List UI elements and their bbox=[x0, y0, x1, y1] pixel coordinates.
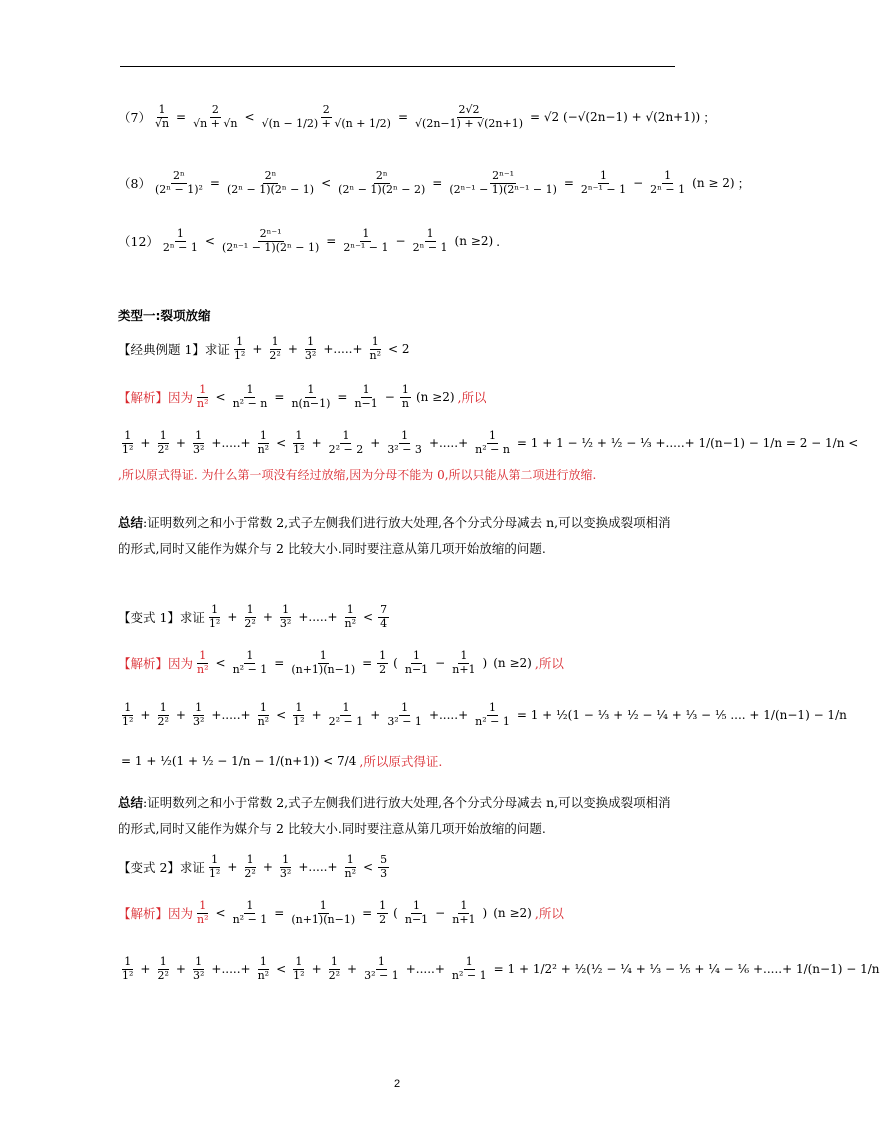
fraction: $\frac{1}{\text{n²}}$ bbox=[197, 649, 209, 676]
header-rule bbox=[120, 66, 675, 67]
fraction: $\frac{1}{\text{n² − 1}}$ bbox=[451, 955, 487, 982]
paren-close: ) bbox=[482, 906, 488, 921]
example-1-chain: $\frac{1}{\text{1²}}$ + $\frac{1}{\text{2²}}$ + $\frac{1}{\text{3²}}$ +.....+ $\frac{1}{\text{n²}}$ < $\frac{1}{\text{1²}}$ + $\frac{1}{\text{2² − 2}}$ + $\frac{1}{\text{3² − 3}}$ +.....+ $\frac{1}{\text{n² − n}}$ = 1 + 1 − ½ + ½ − ⅓ +.....+ 1/(n−1) − 1/n = 2 − 1/n < bbox=[122, 429, 859, 456]
lt-sign: < bbox=[276, 708, 287, 723]
fraction: $\frac{1}{\text{n²}}$ bbox=[369, 335, 382, 362]
plus-sign: + bbox=[140, 962, 151, 977]
plus-sign: + bbox=[311, 436, 322, 451]
fraction: $\frac{1}{\text{n²}}$ bbox=[257, 701, 270, 728]
plus-sign: + bbox=[175, 962, 186, 977]
variant-2-title: 【变式 2】求证 $\frac{1}{\text{1²}}$ + $\frac{1}{\text{2²}}$ + $\frac{1}{\text{3²}}$ +.....+ $\frac{1}{\text{n²}}$ < $\frac{5}{3}$ bbox=[118, 853, 388, 880]
minus-sign: − bbox=[435, 656, 446, 671]
fraction: $\frac{1}{\text{2² − 2}}$ bbox=[328, 429, 364, 456]
fraction: $\frac{\text{2ⁿ}}{\text{(2ⁿ − 1)(2ⁿ − 2)}}$ bbox=[338, 169, 426, 196]
fraction: $\frac{1}{\text{2²}}$ bbox=[328, 955, 341, 982]
lt-sign: < bbox=[276, 436, 287, 451]
variant-1-analysis: 【解析】因为 $\frac{1}{\text{n²}}$ < $\frac{1}{\text{n² − 1}}$ = $\frac{1}{(n+1)(n-1)}$ = $\frac{1}{2}$ ( $\frac{1}{n-1}$ − $\frac{1}{n+1}$ ) (n ≥2) ,所以 bbox=[118, 649, 564, 676]
example-1-conclusion: ,所以原式得证. 为什么第一项没有经过放缩,因为分母不能为 0,所以只能从第二项进行放缩. bbox=[118, 468, 597, 482]
example-1-title: 【经典例题 1】求证 $\frac{1}{\text{1²}}$ + $\frac{1}{\text{2²}}$ + $\frac{1}{\text{3²}}$ +.....+ $\frac{1}{\text{n²}}$ < 2 bbox=[118, 335, 410, 362]
formula-label: （8） bbox=[118, 176, 151, 192]
fraction: $\frac{1}{\text{2²}}$ bbox=[157, 955, 169, 982]
fraction: $\frac{1}{\text{n² − 1}}$ bbox=[232, 649, 268, 676]
fraction: $\frac{1}{\text{2²}}$ bbox=[244, 853, 256, 880]
fraction: $\frac{1}{\text{1²}}$ bbox=[293, 701, 305, 728]
fraction: $\frac{5}{3}$ bbox=[380, 853, 388, 880]
paren-open: ( bbox=[393, 906, 398, 921]
plus-sign: + bbox=[370, 436, 381, 451]
fraction: $\frac{1}{\text{2ⁿ − 1}}$ bbox=[162, 227, 198, 254]
fraction: $\frac{1}{\text{2²}}$ bbox=[157, 701, 169, 728]
fraction: $\frac{1}{\text{n²}}$ bbox=[257, 429, 270, 456]
plus-sign: + bbox=[347, 962, 358, 977]
fraction: $\frac{1}{\text{1²}}$ bbox=[122, 955, 134, 982]
fraction: $\frac{1}{\text{2ⁿ⁻¹ − 1}}$ bbox=[580, 169, 627, 196]
fraction: $\frac{1}{\text{3² − 1}}$ bbox=[364, 955, 399, 982]
fraction: $\frac{\text{2ⁿ}}{\text{(2ⁿ − 1)(2ⁿ − 1)}}$ bbox=[226, 169, 315, 196]
fraction: $\frac{7}{4}$ bbox=[380, 603, 388, 630]
fraction: $\frac{\text{2ⁿ}}{\text{(2ⁿ − 1)²}}$ bbox=[154, 169, 203, 196]
plus-sign: + bbox=[140, 436, 151, 451]
page-number: 2 bbox=[393, 1078, 401, 1090]
plus-sign: + bbox=[262, 610, 273, 625]
fraction: $\frac{2}{√n + √n}$ bbox=[193, 103, 238, 130]
fraction: $\frac{1}{\text{2²}}$ bbox=[244, 603, 256, 630]
fraction: $\frac{1}{n-1}$ bbox=[354, 383, 378, 410]
fraction: $\frac{1}{2}$ bbox=[379, 899, 387, 926]
plus-sign: + bbox=[370, 708, 381, 723]
fraction: $\frac{1}{\text{3²}}$ bbox=[304, 335, 317, 362]
eq-sign: = bbox=[362, 656, 373, 671]
summary-2: 总结:证明数列之和小于常数 2,式子左侧我们进行放大处理,各个分式分母减去 n,可以变换成裂项相消的形式,同时又能作为媒介与 2 比较大小.同时要注意从第几项开始放缩的问题. bbox=[118, 795, 671, 836]
paren-open: ( bbox=[393, 656, 398, 671]
fraction: $\frac{1}{n}$ bbox=[401, 383, 409, 410]
fraction: $\frac{1}{\text{n² − n}}$ bbox=[232, 383, 268, 410]
formula-8: （8） $\frac{\text{2ⁿ}}{\text{(2ⁿ − 1)²}}$ = $\frac{\text{2ⁿ}}{\text{(2ⁿ − 1)(2ⁿ − 1)}}$ < $\frac{\text{2ⁿ}}{\text{(2ⁿ − 1)(2ⁿ − 2)}}$ = $\frac{\text{2ⁿ⁻¹}}{\text{(2ⁿ⁻¹ − 1)(2ⁿ⁻¹ − 1)}}$ = $\frac{1}{\text{2ⁿ⁻¹ − 1}}$ − $\frac{1}{\text{2ⁿ − 1}}$ (n ≥ 2) ； bbox=[118, 169, 751, 196]
variant-1-title: 【变式 1】求证 $\frac{1}{\text{1²}}$ + $\frac{1}{\text{2²}}$ + $\frac{1}{\text{3²}}$ +.....+ $\frac{1}{\text{n²}}$ < $\frac{7}{4}$ bbox=[118, 603, 388, 630]
paren-close: ) bbox=[482, 656, 488, 671]
fraction: $\frac{2√2}{√(2n-1) + √(2n+1)}$ bbox=[415, 103, 524, 130]
fraction: $\frac{1}{n(n-1)}$ bbox=[291, 383, 331, 410]
plus-sign: + bbox=[140, 708, 151, 723]
lt-sign: < bbox=[215, 656, 226, 671]
fraction: $\frac{1}{\text{1²}}$ bbox=[122, 701, 134, 728]
plus-sign: + bbox=[311, 708, 322, 723]
fraction: $\frac{1}{n-1}$ bbox=[404, 649, 429, 676]
fraction: $\frac{1}{\text{1²}}$ bbox=[208, 603, 221, 630]
eq-sign: = bbox=[274, 906, 285, 921]
formula-label: （12） bbox=[118, 234, 159, 250]
example-1-analysis: 【解析】因为 $\frac{1}{\text{n²}}$ < $\frac{1}{\text{n² − n}}$ = $\frac{1}{n(n-1)}$ = $\frac{1}{n-1}$ − $\frac{1}{n}$ (n ≥2) ,所以 bbox=[118, 383, 487, 410]
fraction: $\frac{1}{n+1}$ bbox=[452, 649, 476, 676]
fraction: $\frac{1}{\text{n²}}$ bbox=[197, 383, 209, 410]
fraction: $\frac{1}{\text{1²}}$ bbox=[233, 335, 246, 362]
fraction: $\frac{1}{\text{n²}}$ bbox=[344, 853, 357, 880]
fraction: $\frac{1}{\text{n² − n}}$ bbox=[475, 429, 510, 456]
fraction: $\frac{1}{\text{3² − 3}}$ bbox=[387, 429, 422, 456]
fraction: $\frac{1}{\text{1²}}$ bbox=[293, 955, 305, 982]
lt-sign: < bbox=[276, 962, 287, 977]
fraction: $\frac{1}{\text{3²}}$ bbox=[279, 853, 292, 880]
fraction: $\frac{1}{(n+1)(n-1)}$ bbox=[291, 649, 356, 676]
fraction: $\frac{1}{\text{2² − 1}}$ bbox=[328, 701, 364, 728]
fraction: $\frac{1}{\text{2²}}$ bbox=[157, 429, 169, 456]
section-heading: 类型一:裂项放缩 bbox=[118, 308, 211, 323]
fraction: $\frac{1}{\text{3²}}$ bbox=[192, 955, 205, 982]
fraction: $\frac{1}{\text{3²}}$ bbox=[279, 603, 292, 630]
fraction: $\frac{1}{\text{3²}}$ bbox=[192, 429, 205, 456]
variant-2-chain: $\frac{1}{\text{1²}}$ + $\frac{1}{\text{2²}}$ + $\frac{1}{\text{3²}}$ +.....+ $\frac{1}{\text{n²}}$ < $\frac{1}{\text{1²}}$ + $\frac{1}{\text{2²}}$ + $\frac{1}{\text{3² − 1}}$ +.....+ $\frac{1}{\text{n² − 1}}$ = 1 + 1/2² + ½(½ − ¼ + ⅓ − ⅕ + ¼ − ⅙ +.....+ 1/(n−1) − 1/n bbox=[122, 955, 880, 982]
variant-2-analysis: 【解析】因为 $\frac{1}{\text{n²}}$ < $\frac{1}{\text{n² − 1}}$ = $\frac{1}{(n+1)(n-1)}$ = $\frac{1}{2}$ ( $\frac{1}{n-1}$ − $\frac{1}{n+1}$ ) (n ≥2) ,所以 bbox=[118, 899, 564, 926]
eq-sign: = bbox=[362, 906, 373, 921]
minus-sign: − bbox=[384, 390, 395, 405]
eq-sign: = bbox=[274, 390, 285, 405]
fraction: $\frac{1}{n+1}$ bbox=[452, 899, 476, 926]
fraction: $\frac{1}{2}$ bbox=[379, 649, 387, 676]
fraction: $\frac{1}{(n+1)(n-1)}$ bbox=[291, 899, 356, 926]
plus-sign: + bbox=[262, 860, 273, 875]
fraction: $\frac{1}{\text{1²}}$ bbox=[293, 429, 305, 456]
fraction: $\frac{1}{\text{2ⁿ − 1}}$ bbox=[650, 169, 686, 196]
plus-sign: + bbox=[227, 860, 238, 875]
variant-1-final: = 1 + ½(1 + ½ − 1/n − 1/(n+1)) < 7/4 ,所以原式得证. bbox=[121, 754, 443, 769]
minus-sign: − bbox=[435, 906, 446, 921]
fraction: $\frac{1}{\text{2ⁿ − 1}}$ bbox=[412, 227, 448, 254]
fraction: $\frac{1}{\text{2ⁿ⁻¹ − 1}}$ bbox=[343, 227, 389, 254]
lt-sign: < bbox=[215, 906, 226, 921]
fraction: $\frac{1}{\text{n²}}$ bbox=[257, 955, 270, 982]
fraction: $\frac{\text{2ⁿ⁻¹}}{\text{(2ⁿ⁻¹ − 1)(2ⁿ − 1)}}$ bbox=[221, 227, 320, 254]
fraction: $\frac{1}{\text{3² − 1}}$ bbox=[387, 701, 422, 728]
variant-1-chain: $\frac{1}{\text{1²}}$ + $\frac{1}{\text{2²}}$ + $\frac{1}{\text{3²}}$ +.....+ $\frac{1}{\text{n²}}$ < $\frac{1}{\text{1²}}$ + $\frac{1}{\text{2² − 1}}$ + $\frac{1}{\text{3² − 1}}$ +.....+ $\frac{1}{\text{n² − 1}}$ = 1 + ½(1 − ⅓ + ½ − ¼ + ⅓ − ⅕ .... + 1/(n−1) − 1/n bbox=[122, 701, 847, 728]
fraction: $\frac{1}{\text{n²}}$ bbox=[344, 603, 357, 630]
formula-7: （7） $\frac{1}{√n}$ = $\frac{2}{√n + √n}$ < $\frac{2}{√(n - 1/2) + √(n + 1/2)}$ = $\frac{2√2}{√(2n-1) + √(2n+1)}$ = √2 (−√(2n−1) + √(2n+1)) ； bbox=[118, 103, 716, 130]
fraction: $\frac{1}{\text{n² − 1}}$ bbox=[232, 899, 268, 926]
fraction: $\frac{1}{\text{n² − 1}}$ bbox=[475, 701, 510, 728]
fraction: $\frac{1}{\text{1²}}$ bbox=[208, 853, 221, 880]
fraction: $\frac{1}{n-1}$ bbox=[404, 899, 429, 926]
fraction: $\frac{1}{\text{1²}}$ bbox=[122, 429, 134, 456]
plus-sign: + bbox=[175, 708, 186, 723]
plus-sign: + bbox=[287, 342, 298, 357]
plus-sign: + bbox=[252, 342, 263, 357]
fraction: $\frac{1}{\text{3²}}$ bbox=[192, 701, 205, 728]
fraction: $\frac{2}{√(n - 1/2) + √(n + 1/2)}$ bbox=[261, 103, 391, 130]
plus-sign: + bbox=[311, 962, 322, 977]
eq-sign: = bbox=[337, 390, 348, 405]
fraction: $\frac{1}{√n}$ bbox=[154, 103, 170, 130]
fraction: $\frac{1}{\text{n²}}$ bbox=[197, 899, 209, 926]
plus-sign: + bbox=[227, 610, 238, 625]
formula-label: （7） bbox=[118, 110, 151, 126]
summary-1: 总结:证明数列之和小于常数 2,式子左侧我们进行放大处理,各个分式分母减去 n,可以变换成裂项相消的形式,同时又能作为媒介与 2 比较大小.同时要注意从第几项开始放缩的问题. bbox=[118, 515, 671, 556]
fraction: $\frac{\text{2ⁿ⁻¹}}{\text{(2ⁿ⁻¹ − 1)(2ⁿ⁻¹ − 1)}}$ bbox=[449, 169, 557, 196]
eq-sign: = bbox=[274, 656, 285, 671]
lt-sign: < bbox=[215, 390, 226, 405]
fraction: $\frac{1}{\text{2²}}$ bbox=[269, 335, 281, 362]
formula-12: （12） $\frac{1}{\text{2ⁿ − 1}}$ < $\frac{\text{2ⁿ⁻¹}}{\text{(2ⁿ⁻¹ − 1)(2ⁿ − 1)}}$ = $\frac{1}{\text{2ⁿ⁻¹ − 1}}$ − $\frac{1}{\text{2ⁿ − 1}}$ (n ≥2) . bbox=[118, 227, 501, 254]
plus-sign: + bbox=[175, 436, 186, 451]
